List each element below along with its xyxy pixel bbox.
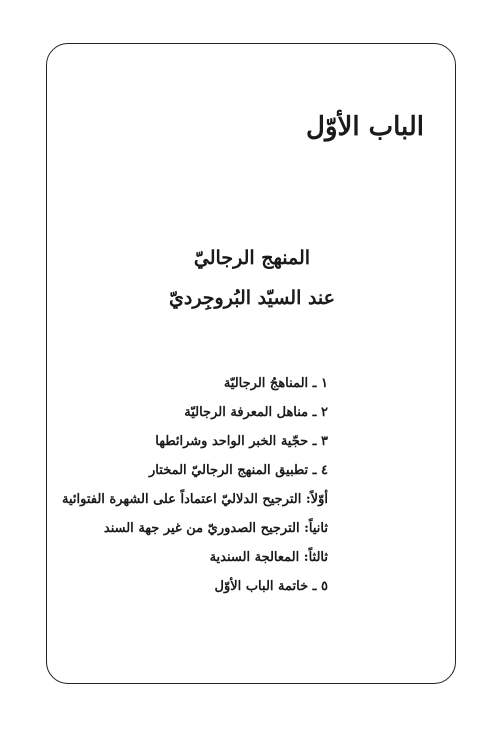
chapter-heading [0,238,504,318]
contents-item: ٣ ـ حجّية الخبر الواحد وشرائطها [155,434,328,449]
heading-line-2: عند السيّد البُروجِرديّ [168,287,336,309]
contents-subitem: أوّلاً: الترجيح الدلاليّ اعتماداً على الشهرة الفتوائية [61,492,328,507]
contents-item: ١ ـ المناهجُ الرجاليّة [223,376,328,391]
contents-subitem: ثانياً: الترجيح الصدوريّ من غير جهة السند [103,521,328,536]
table-of-contents [62,369,328,601]
contents-item: ٥ ـ خاتمة الباب الأوّل [214,579,328,594]
contents-item: ٢ ـ مناهل المعرفة الرجاليّة [184,405,328,420]
contents-item: ٤ ـ تطبيق المنهج الرجاليّ المختار [149,463,328,478]
chapter-title: الباب الأوّل [306,112,424,142]
heading-line-1: المنهج الرجاليّ [193,247,311,269]
contents-subitem: ثالثاً: المعالجة السندية [209,550,328,565]
